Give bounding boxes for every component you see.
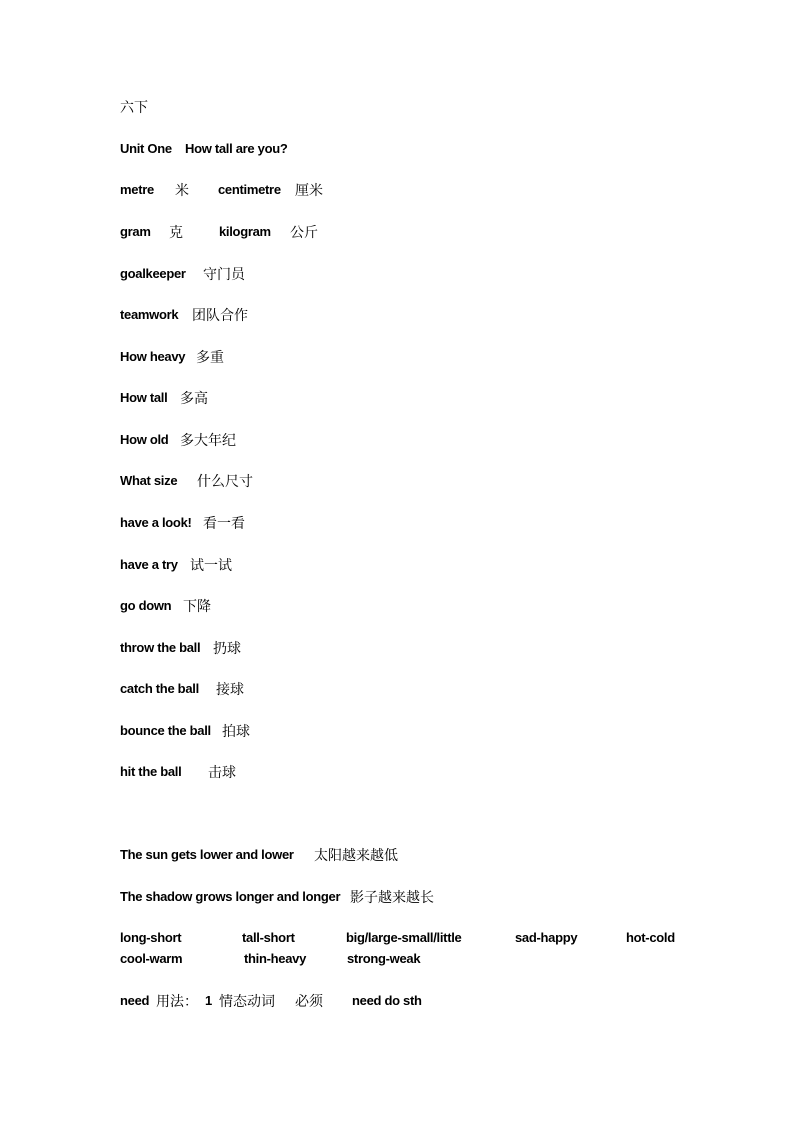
sentence-en: The shadow grows longer and longer [120,889,341,904]
modal-verb-label: 情态动词 [219,993,275,1009]
vocab-en: hit the ball [120,764,182,779]
opposite-pair: sad-happy [515,930,578,945]
vocab-zh: 扔球 [213,640,241,656]
vocab-zh: 看一看 [203,515,245,531]
opposite-pair: thin-heavy [244,951,307,966]
vocab-en: catch the ball [120,681,199,696]
vocab-zh: 团队合作 [192,307,248,323]
usage-number: 1 [205,993,212,1008]
opposite-pair: tall-short [242,930,295,945]
unit-title-en: Unit One [120,141,172,156]
vocab-zh: 多重 [196,349,224,365]
page-heading: 六下 [120,99,148,115]
vocab-zh: 击球 [208,764,236,780]
vocab-zh: 拍球 [222,723,250,739]
opposite-pair: strong-weak [347,951,421,966]
vocab-zh: 米 [175,182,189,198]
opposite-pair: cool-warm [120,951,183,966]
vocab-en: have a look! [120,515,192,530]
must-label: 必须 [295,993,323,1009]
vocab-en: bounce the ball [120,723,211,738]
sentence-zh: 太阳越来越低 [314,847,398,863]
need-word: need [120,993,150,1008]
vocab-zh: 厘米 [295,182,323,198]
vocab-zh: 下降 [183,598,211,614]
vocab-en: How tall [120,390,168,405]
vocab-en: What size [120,473,178,488]
unit-title-question: How tall are you? [185,141,288,156]
opposite-pair: hot-cold [626,930,675,945]
vocab-zh: 多大年纪 [180,432,236,448]
need-pattern: need do sth [352,993,422,1008]
opposite-pair: long-short [120,930,182,945]
vocab-zh: 试一试 [190,557,232,573]
vocab-en: How heavy [120,349,186,364]
vocab-en: How old [120,432,169,447]
vocab-en: throw the ball [120,640,201,655]
vocab-en: kilogram [219,224,271,239]
vocab-zh: 克 [169,224,183,240]
sentence-zh: 影子越来越长 [350,889,434,905]
vocab-zh: 公斤 [290,224,318,240]
usage-label: 用法： [156,993,198,1009]
vocab-en: teamwork [120,307,179,322]
vocab-en: goalkeeper [120,266,186,281]
vocab-zh: 多高 [180,390,208,406]
vocab-zh: 接球 [216,681,244,697]
vocab-zh: 什么尺寸 [197,473,253,489]
vocab-en: go down [120,598,172,613]
opposite-pair: big/large-small/little [346,930,462,945]
vocab-en: centimetre [218,182,281,197]
sentence-en: The sun gets lower and lower [120,847,294,862]
vocab-en: have a try [120,557,178,572]
vocab-zh: 守门员 [203,266,245,282]
vocab-en: gram [120,224,151,239]
vocab-en: metre [120,182,154,197]
